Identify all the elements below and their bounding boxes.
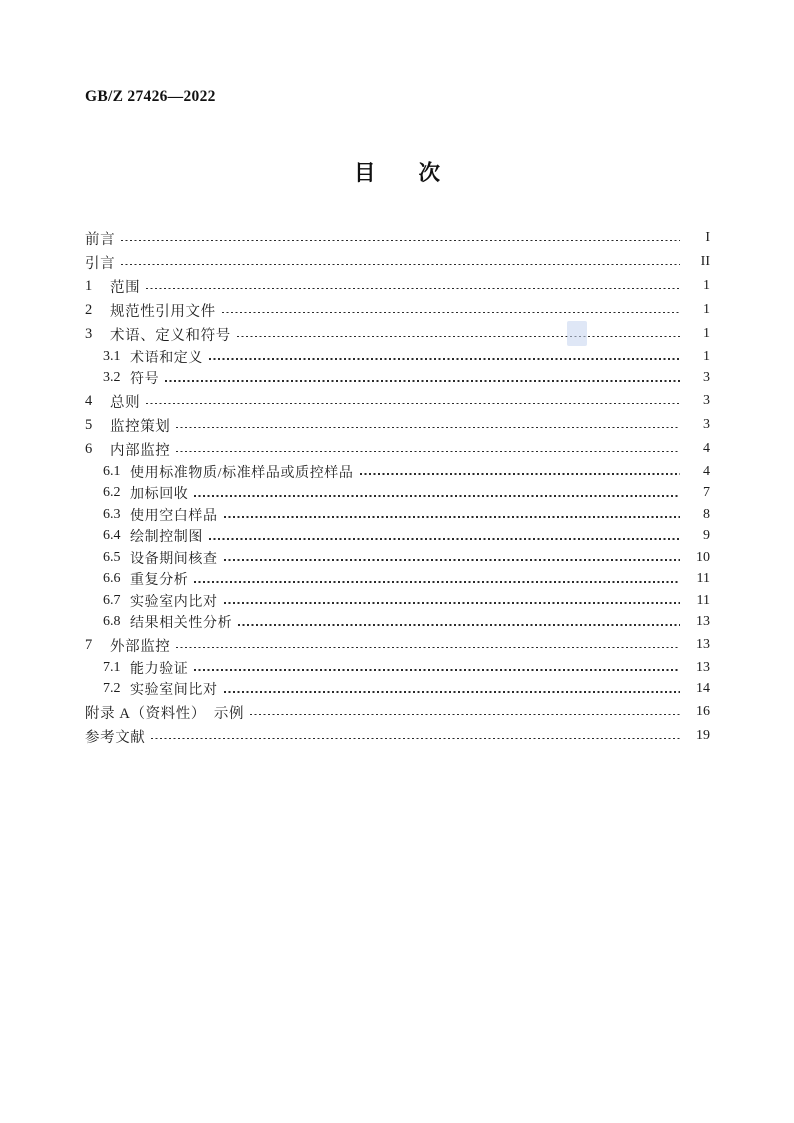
- toc-page-number: 13: [696, 614, 710, 630]
- toc-entry-number: 6.3: [103, 506, 121, 522]
- toc-row: [85, 226, 710, 250]
- toc-entry-label: 规范性引用文件: [110, 303, 216, 320]
- toc-entry-label: 使用标准物质/标准样品或质控样品: [130, 465, 354, 481]
- toc-leader-dots: [209, 346, 683, 368]
- toc-row: [85, 633, 710, 657]
- toc-page-number: 8: [703, 506, 710, 522]
- toc-row: [85, 657, 710, 679]
- toc-leader-dots: [237, 322, 683, 346]
- toc-leader-dots: [224, 679, 683, 701]
- toc-entry-number: 5: [85, 416, 93, 433]
- toc-row: [85, 274, 710, 298]
- toc-entry-label: 内部监控: [110, 442, 171, 459]
- toc-page-number: 11: [696, 571, 710, 587]
- toc-row: [85, 389, 710, 413]
- toc-leader-dots: [176, 437, 683, 461]
- toc-entry-label: 结果相关性分析: [130, 616, 233, 632]
- toc-entry-label: 前言: [85, 231, 116, 248]
- toc-row: [85, 298, 710, 322]
- toc-row: [85, 590, 710, 612]
- toc-page-number: 19: [696, 728, 710, 743]
- toc-leader-dots: [151, 724, 683, 748]
- toc-page-number: 14: [696, 681, 710, 697]
- toc-entry-number: 6: [85, 440, 93, 457]
- toc-row: [85, 700, 710, 724]
- toc-entry-label: 绘制控制图: [130, 530, 203, 546]
- toc-page-number: 3: [703, 393, 710, 408]
- toc-leader-dots: [121, 250, 683, 274]
- toc-leader-dots: [250, 700, 683, 724]
- toc-leader-dots: [176, 633, 683, 657]
- toc-entry-label: 能力验证: [130, 661, 189, 677]
- toc-entry-number: 6.5: [103, 549, 121, 565]
- page-title: 目 次: [353, 161, 440, 185]
- toc-entry-label: 监控策划: [110, 418, 171, 435]
- toc-leader-dots: [176, 413, 683, 437]
- toc-entry-label: 实验室内比对: [130, 594, 218, 610]
- toc-leader-dots: [224, 504, 683, 526]
- toc-entry-number: 3.1: [103, 348, 121, 364]
- toc-row: [85, 504, 710, 526]
- toc-page-number: 13: [696, 659, 710, 675]
- toc-leader-dots: [146, 274, 683, 298]
- toc-leader-dots: [360, 461, 684, 483]
- toc-leader-dots: [224, 547, 683, 569]
- toc-row: [85, 346, 710, 368]
- toc-row: [85, 322, 710, 346]
- toc-entry-number: 7.1: [103, 659, 121, 675]
- toc-page-number: 13: [696, 637, 710, 652]
- toc-row: [85, 547, 710, 569]
- toc-leader-dots: [194, 657, 683, 679]
- toc-row: [85, 569, 710, 591]
- toc-entry-number: 3.2: [103, 370, 121, 386]
- toc-page-number: 1: [703, 326, 710, 341]
- toc-row: [85, 483, 710, 505]
- toc-page-number: 1: [703, 302, 710, 317]
- toc-entry-number: 6.7: [103, 592, 121, 608]
- toc-entry-label: 重复分析: [130, 573, 189, 589]
- toc-entry-number: 6.6: [103, 571, 121, 587]
- toc-row: [85, 413, 710, 437]
- toc-row: [85, 250, 710, 274]
- toc-entry-number: 1: [85, 277, 93, 294]
- toc-entry-number: 7: [85, 636, 93, 653]
- toc-page-number: 9: [703, 528, 710, 544]
- toc-page-number: 1: [703, 278, 710, 293]
- toc-entry-label: 引言: [85, 255, 116, 272]
- toc-entry-label: 术语、定义和符号: [110, 327, 231, 344]
- toc-entry-label: 术语和定义: [130, 350, 203, 366]
- toc-row: [85, 724, 710, 748]
- toc-leader-dots: [121, 226, 683, 250]
- toc-entry-number: 4: [85, 392, 93, 409]
- standard-code: GB/Z 27426—2022: [85, 88, 216, 105]
- toc-leader-dots: [209, 526, 683, 548]
- toc-entry-label: 使用空白样品: [130, 508, 218, 524]
- toc-entry-label: 加标回收: [130, 487, 189, 503]
- toc-page-number: 10: [696, 549, 710, 565]
- toc-row: [85, 461, 710, 483]
- toc-row: [85, 368, 710, 390]
- toc-entry-number: 6.4: [103, 528, 121, 544]
- toc-row: [85, 526, 710, 548]
- toc-entry-label: 实验室间比对: [130, 683, 218, 699]
- toc-entry-label: 符号: [130, 372, 160, 388]
- toc-entry-label: 外部监控: [110, 638, 171, 655]
- toc-page-number: 4: [703, 441, 710, 456]
- toc-entry-label: 参考文献: [85, 729, 146, 746]
- toc-entry-number: 6.1: [103, 463, 121, 479]
- toc-list: [85, 226, 710, 748]
- toc-leader-dots: [146, 389, 683, 413]
- toc-entry-number: 7.2: [103, 681, 121, 697]
- toc-entry-number: 6.2: [103, 485, 121, 501]
- toc-entry-number: 6.8: [103, 614, 121, 630]
- toc-page-number: II: [700, 254, 710, 269]
- toc-leader-dots: [194, 483, 683, 505]
- toc-page-number: 1: [703, 348, 710, 364]
- toc-leader-dots: [194, 569, 683, 591]
- toc-page-number: I: [705, 230, 710, 245]
- toc-entry-number: 3: [85, 325, 93, 342]
- toc-row: [85, 612, 710, 634]
- toc-page-number: 16: [696, 704, 710, 719]
- toc-entry-label: 范围: [110, 279, 141, 296]
- toc-entry-number: 2: [85, 301, 93, 318]
- toc-leader-dots: [238, 612, 683, 634]
- toc-page-number: 11: [696, 592, 710, 608]
- toc-leader-dots: [165, 368, 683, 390]
- toc-page-number: 7: [703, 485, 710, 501]
- toc-row: [85, 437, 710, 461]
- toc-page-number: 4: [703, 463, 710, 479]
- toc-row: [85, 679, 710, 701]
- toc-page-number: 3: [703, 417, 710, 432]
- toc-entry-label: 设备期间核查: [130, 551, 218, 567]
- toc-leader-dots: [224, 590, 683, 612]
- toc-entry-label: 附录 A（资料性） 示例: [85, 705, 245, 722]
- toc-leader-dots: [222, 298, 683, 322]
- toc-entry-label: 总则: [110, 394, 141, 411]
- toc-page-number: 3: [703, 370, 710, 386]
